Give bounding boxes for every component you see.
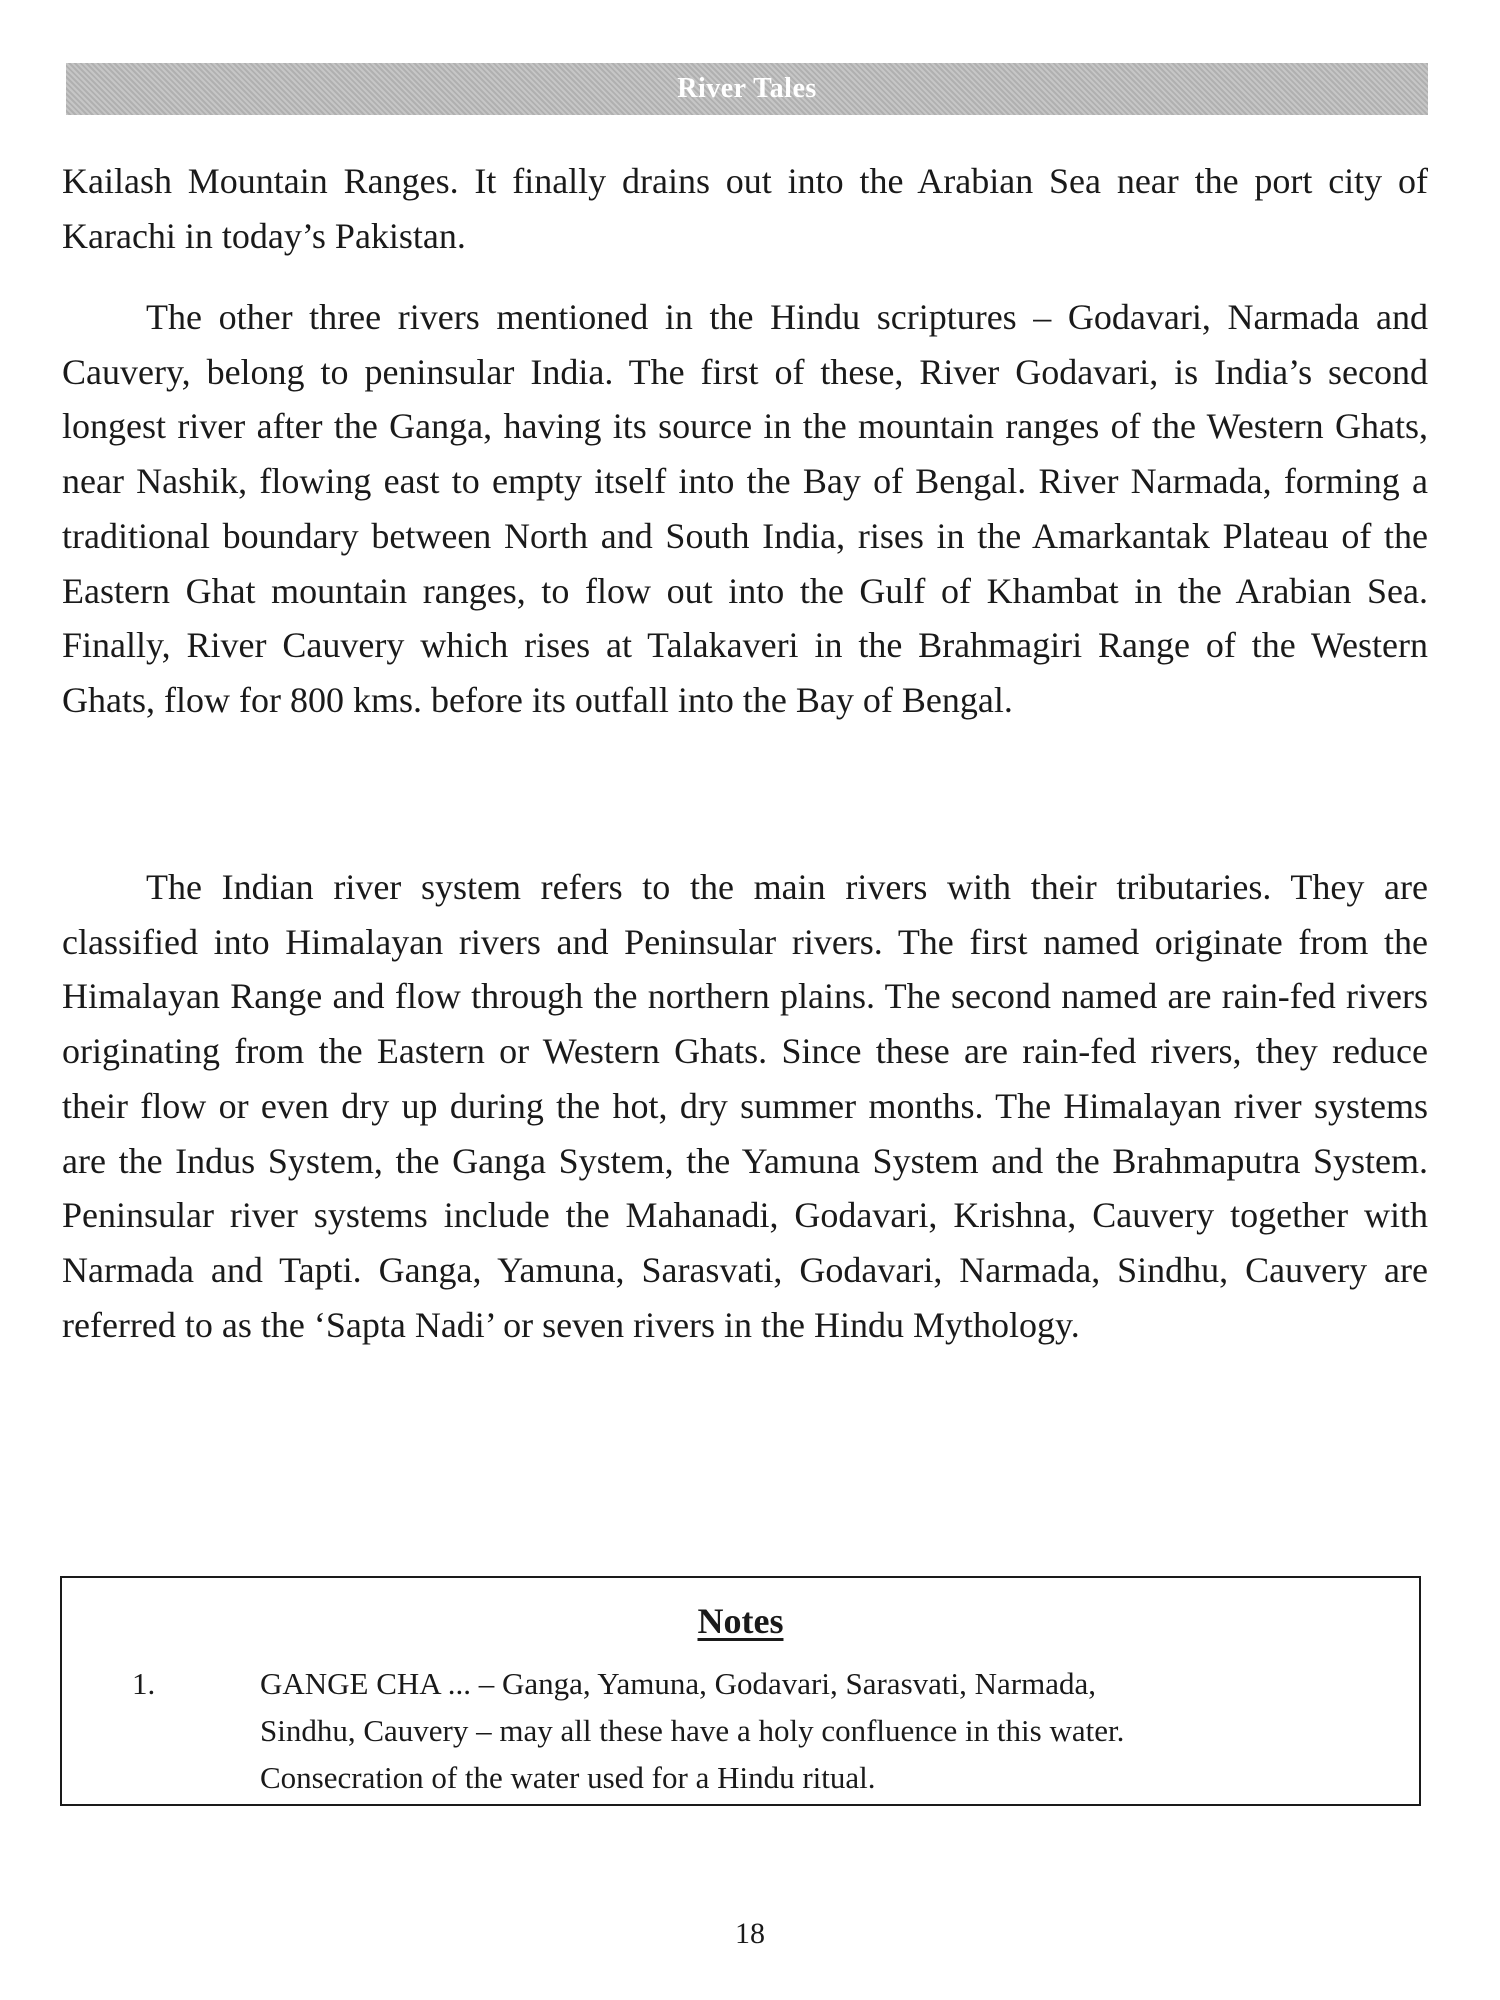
note-line: Consecration of the water used for a Hindu ritual.: [260, 1760, 876, 1795]
paragraph-3: The Indian river system refers to the main rivers with their tributaries. They are classified into Himalayan rivers and Peninsular rivers. The first named originate from the Himalayan Range and flow through the northern plains. The second named are rain-fed rivers originating from the Eastern or Western Ghats. Since these are rain-fed rivers, they reduce their flow or even dry up during the hot, dry summer months. The Himalayan river systems are the Indus System, the Ganga System, the Yamuna System and the Brahmaputra System. Peninsular river systems include the Mahanadi, Godavari, Krishna, Cauvery together with Narmada and Tapti. Ganga, Yamuna, Sarasvati, Godavari, Narmada, Sindhu, Cauvery are referred to as the ‘Sapta Nadi’ or seven rivers in the Hindu Mythology.: [62, 867, 1428, 1345]
paragraph-1: Kailash Mountain Ranges. It finally drains out into the Arabian Sea near the port city of Karachi in today’s Pakistan.: [62, 161, 1428, 256]
note-line: Sindhu, Cauvery – may all these have a holy confluence in this water.: [260, 1713, 1125, 1748]
note-number: 1.: [132, 1666, 156, 1701]
paragraph-2: The other three rivers mentioned in the Hindu scriptures – Godavari, Narmada and Cauvery, belong to peninsular India. The first of these, River Godavari, is India’s second longest river after the Ganga, having its source in the mountain ranges of the Western Ghats, near Nashik, flowing east to empty itself into the Bay of Bengal. River Narmada, forming a traditional boundary between North and South India, rises in the Amarkantak Plateau of the Eastern Ghat mountain ranges, to flow out into the Gulf of Khambat in the Arabian Sea. Finally, River Cauvery which rises at Talakaveri in the Brahmagiri Range of the Western Ghats, flow for 800 kms. before its outfall into the Bay of Bengal.: [62, 297, 1428, 720]
running-header-title: River Tales: [677, 73, 817, 104]
running-header: [66, 63, 1428, 115]
page-number: 18: [735, 1917, 765, 1950]
note-line: GANGE CHA ... – Ganga, Yamuna, Godavari, Sarasvati, Narmada,: [260, 1666, 1096, 1701]
notes-title: Notes: [697, 1601, 784, 1641]
notes-box: [60, 1576, 1421, 1806]
note-text: [260, 1660, 1392, 1801]
